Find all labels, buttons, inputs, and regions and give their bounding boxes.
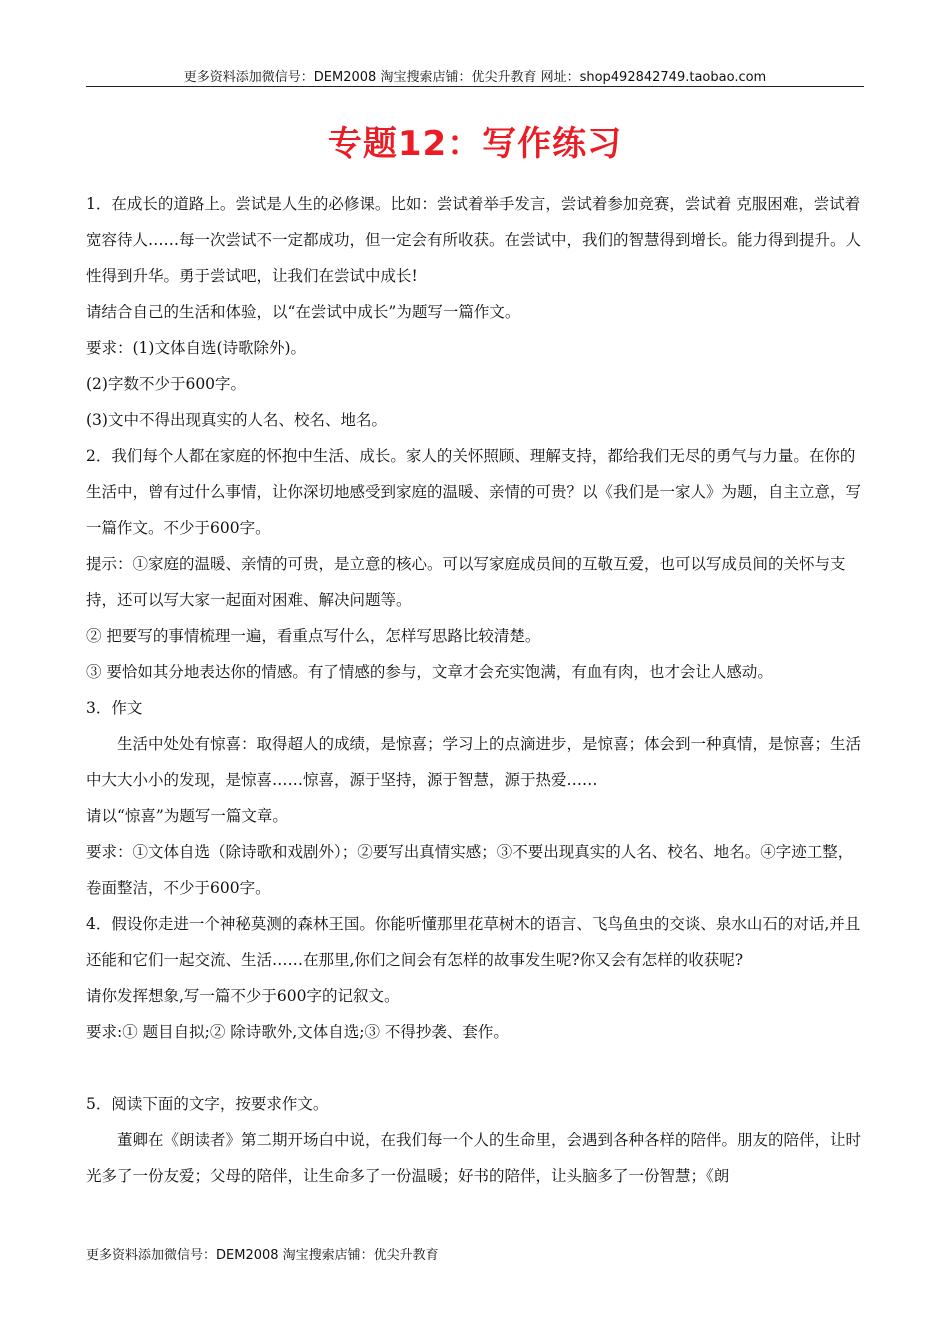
document-body bbox=[86, 186, 864, 1194]
q1-requirement-3: (3)文中不得出现真实的人名、校名、地名。 bbox=[86, 411, 387, 429]
q5-heading: 5．阅读下面的文字，按要求作文。 bbox=[86, 1095, 329, 1113]
q3-material: 生活中处处有惊喜：取得超人的成绩，是惊喜；学习上的点滴进步，是惊喜；体会到一种真情，是惊喜；生活中大大小小的发现，是惊喜……惊喜，源于坚持，源于智慧，源于热爱…… bbox=[86, 735, 862, 789]
q3-requirements: 要求：①文体自选（除诗歌和戏剧外）；②要写出真情实感；③不要出现真实的人名、校名、地名。④字迹工整，卷面整洁，不少于600字。 bbox=[86, 843, 854, 897]
q1-requirement-2: (2)字数不少于600字。 bbox=[86, 375, 247, 393]
q4-requirements: 要求:① 题目自拟;② 除诗歌外,文体自选;③ 不得抄袭、套作。 bbox=[86, 1023, 509, 1041]
q1-requirement-1: 要求：(1)文体自选(诗歌除外)。 bbox=[86, 339, 307, 357]
page-footer: 更多资料添加微信号：DEM2008 淘宝搜索店铺：优尖升教育 bbox=[86, 1248, 439, 1263]
page-header: 更多资料添加微信号：DEM2008 淘宝搜索店铺：优尖升教育 网址：shop492842749.taobao.com bbox=[183, 70, 767, 85]
q3-instruction: 请以“惊喜”为题写一篇文章。 bbox=[86, 807, 288, 825]
q2-hint-1: 提示：①家庭的温暖、亲情的可贵，是立意的核心。可以写家庭成员间的互敬互爱，也可以写成员间的关怀与支持，还可以写大家一起面对困难、解决问题等。 bbox=[86, 555, 846, 609]
page-title: 专题12：写作练习 bbox=[327, 124, 623, 164]
q2-prompt: 2．我们每个人都在家庭的怀抱中生活、成长。家人的关怀照顾、理解支持，都给我们无尽的勇气与力量。在你的生活中，曾有过什么事情，让你深切地感受到家庭的温暖、亲情的可贵？以《我们是一家人》为题，自主立意，写一篇作文。不少于600字。 bbox=[86, 447, 862, 537]
q4-prompt: 4．假设你走进一个神秘莫测的森林王国。你能听懂那里花草树木的语言、飞鸟鱼虫的交谈、泉水山石的对话,并且还能和它们一起交流、生活……在那里,你们之间会有怎样的故事发生呢?你又会有怎样的收获呢? bbox=[86, 915, 861, 969]
q2-hint-3: ③ 要恰如其分地表达你的情感。有了情感的参与，文章才会充实饱满，有血有肉，也才会让人感动。 bbox=[86, 663, 773, 681]
q4-instruction: 请你发挥想象,写一篇不少于600字的记叙文。 bbox=[86, 987, 400, 1005]
q3-heading: 3．作文 bbox=[86, 699, 143, 717]
q1-prompt: 1．在成长的道路上。尝试是人生的必修课。比如：尝试着举手发言，尝试着参加竞赛，尝试着 克服困难，尝试着宽容待人……每一次尝试不一定都成功，但一定会有所收获。在尝试中，我们的智慧得到增长。能力得到提升。人性得到升华。勇于尝试吧，让我们在尝试中成长! bbox=[86, 195, 862, 285]
header-divider bbox=[86, 86, 864, 87]
q5-material: 董卿在《朗读者》第二期开场白中说，在我们每一个人的生命里，会遇到各种各样的陪伴。朋友的陪伴，让时光多了一份友爱；父母的陪伴，让生命多了一份温暖；好书的陪伴，让头脑多了一份智慧；《朗 bbox=[86, 1131, 862, 1185]
blank-line bbox=[86, 1050, 864, 1086]
q1-instruction: 请结合自己的生活和体验，以“在尝试中成长”为题写一篇作文。 bbox=[86, 303, 521, 321]
q2-hint-2: ② 把要写的事情梳理一遍，看重点写什么，怎样写思路比较清楚。 bbox=[86, 627, 541, 645]
